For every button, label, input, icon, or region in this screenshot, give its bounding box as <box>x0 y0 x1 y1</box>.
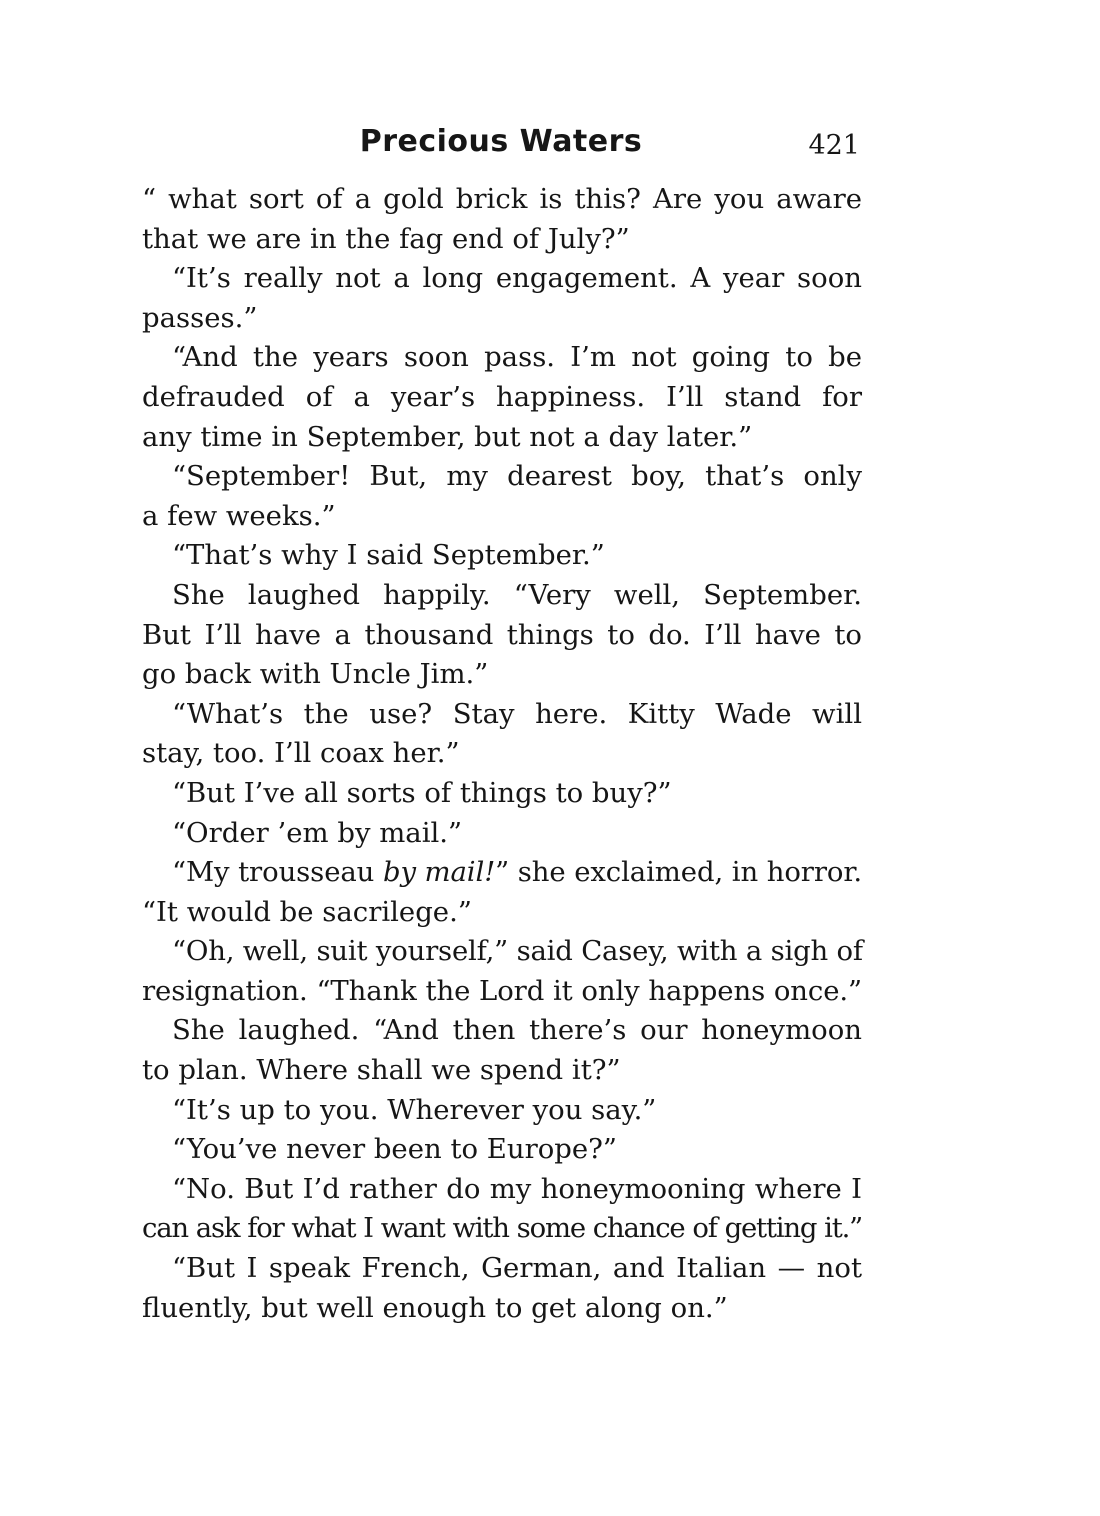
text-line: “But I’ve all sorts of things to buy?” <box>172 776 672 809</box>
text-line: “No. But I’d rather do my honeymooning where I <box>172 1172 862 1205</box>
text-line: that we are in the fag end of July?” <box>142 222 630 255</box>
line-segment: “My trousseau <box>172 856 383 889</box>
text-line: She laughed. “And then there’s our honeymoon <box>172 1014 862 1047</box>
text-line: “It would be sacrilege.” <box>142 895 472 928</box>
text-line: fluently, but well enough to get along on.” <box>142 1291 728 1324</box>
text-line: “And the years soon pass. I’m not going to be <box>172 341 862 374</box>
text-line: a few weeks.” <box>142 499 336 532</box>
text-line: “It’s really not a long engagement. A year soon <box>172 262 862 295</box>
text-line: “You’ve never been to Europe?” <box>172 1133 617 1166</box>
text-line: “What’s the use? Stay here. Kitty Wade will <box>172 697 862 730</box>
text-line: resignation. “Thank the Lord it only happens once.” <box>142 974 862 1007</box>
text-line: “But I speak French, German, and Italian — not <box>172 1252 862 1285</box>
running-head <box>140 118 862 168</box>
text-line: “ what sort of a gold brick is this? Are you aware <box>142 183 862 215</box>
text-line: But I’ll have a thousand things to do. I’ll have to <box>142 618 862 651</box>
text-line: any time in September, but not a day later.” <box>142 420 753 453</box>
text-line: “Order ’em by mail.” <box>172 816 463 849</box>
text-line: “September! But, my dearest boy, that’s only <box>172 460 862 493</box>
text-line: go back with Uncle Jim.” <box>142 658 489 691</box>
text-line: “That’s why I said September.” <box>172 539 605 572</box>
text-line: stay, too. I’ll coax her.” <box>142 737 460 770</box>
running-title: Precious Waters <box>359 124 643 159</box>
text-line: to plan. Where shall we spend it?” <box>142 1054 621 1087</box>
text-line <box>142 853 862 893</box>
text-line: passes.” <box>142 301 258 334</box>
text-line: “It’s up to you. Wherever you say.” <box>172 1093 657 1126</box>
italic-phrase: by mail! <box>382 856 496 889</box>
body-text <box>142 180 862 1328</box>
text-line: defrauded of a year’s happiness. I’ll stand for <box>142 380 862 413</box>
line-segment: ” she exclaimed, in horror. <box>495 856 862 889</box>
text-line: “Oh, well, suit yourself,” said Casey, with a sigh of <box>172 935 863 968</box>
text-line: She laughed happily. “Very well, September. <box>172 578 862 611</box>
page-number: 421 <box>808 130 860 161</box>
text-line: can ask for what I want with some chance of getting it.” <box>142 1212 862 1245</box>
